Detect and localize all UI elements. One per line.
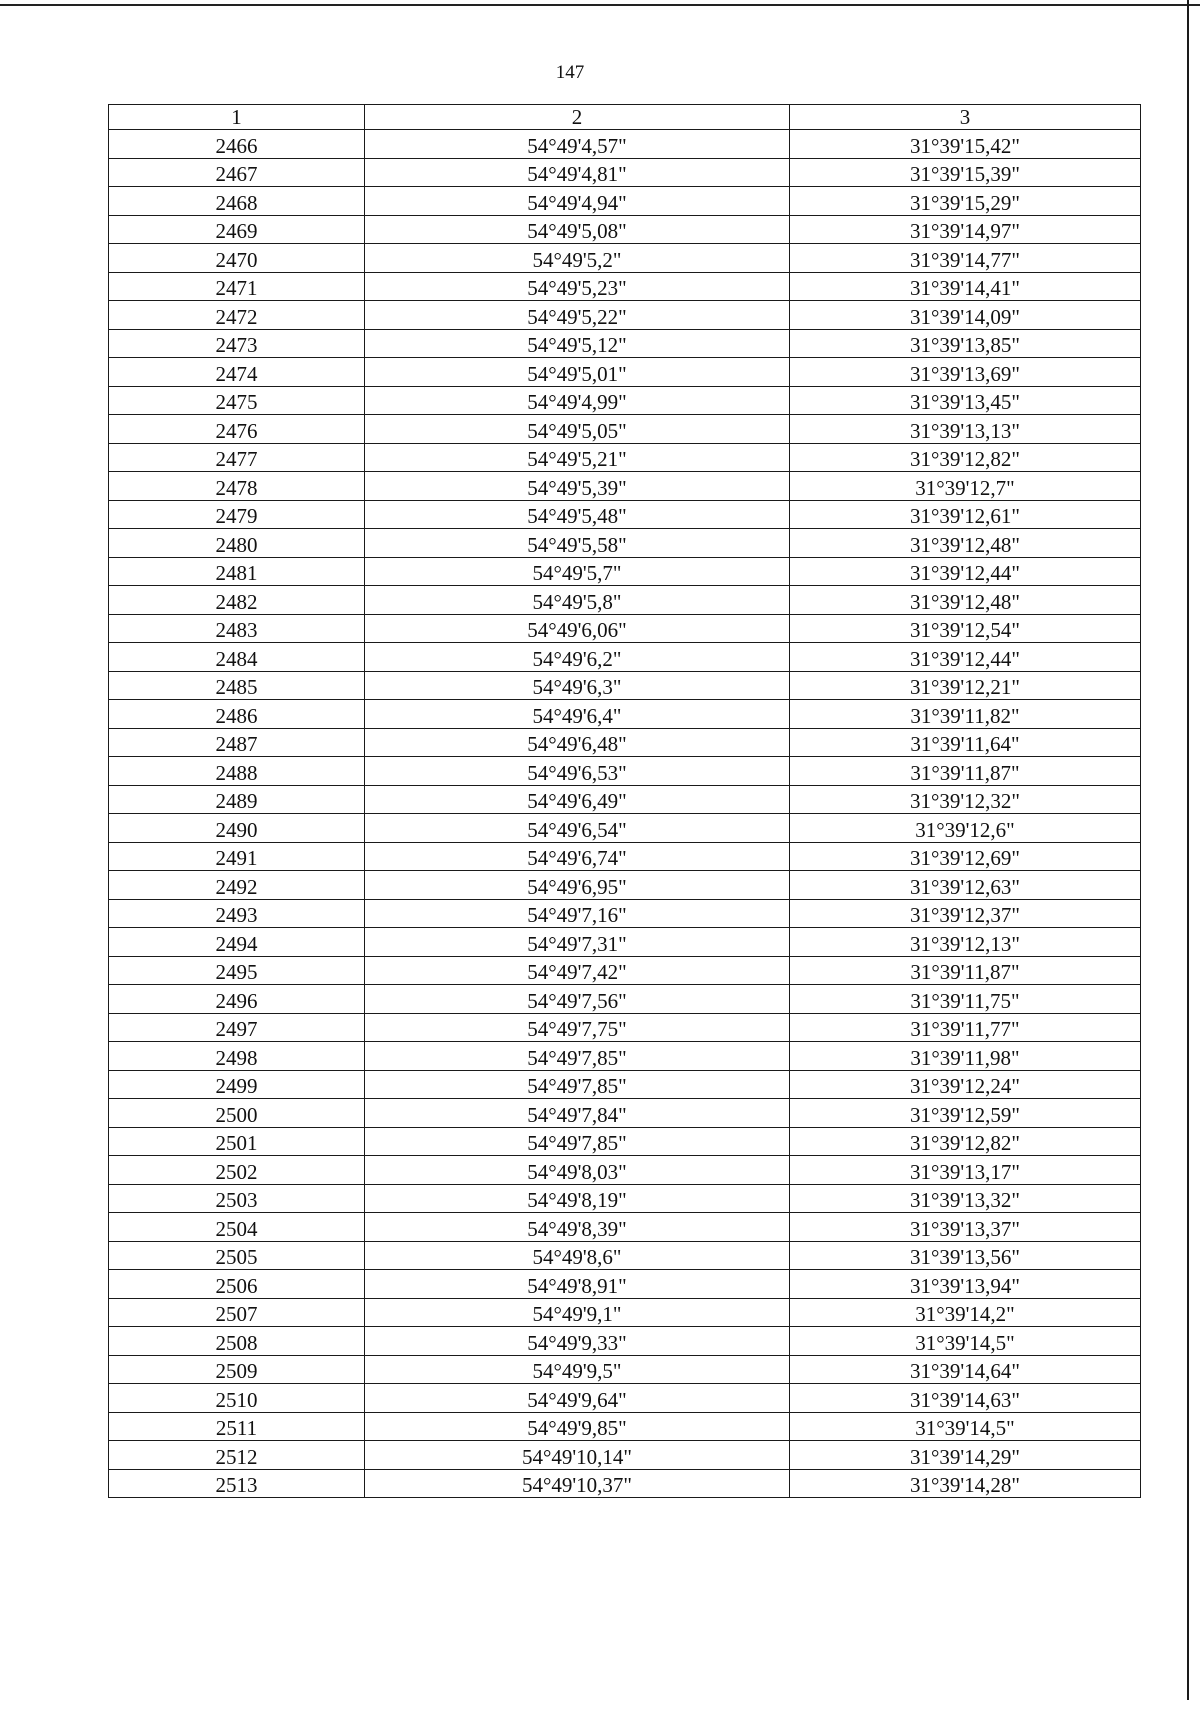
table-row xyxy=(109,785,1141,814)
table-row xyxy=(109,130,1141,159)
point-number-cell: 2497 xyxy=(109,1013,365,1042)
latitude-cell: 54°49'9,5" xyxy=(365,1355,790,1384)
latitude-cell: 54°49'5,21" xyxy=(365,443,790,472)
point-number-cell: 2490 xyxy=(109,814,365,843)
column-header-latitude: 2 xyxy=(365,105,790,130)
latitude-cell: 54°49'4,57" xyxy=(365,130,790,159)
point-number-cell: 2509 xyxy=(109,1355,365,1384)
point-number-cell: 2485 xyxy=(109,671,365,700)
table-row xyxy=(109,1070,1141,1099)
latitude-cell: 54°49'6,2" xyxy=(365,643,790,672)
point-number-cell: 2504 xyxy=(109,1213,365,1242)
scan-right-border xyxy=(1187,0,1189,1700)
longitude-cell: 31°39'12,48" xyxy=(790,529,1141,558)
point-number-cell: 2492 xyxy=(109,871,365,900)
point-number-cell: 2468 xyxy=(109,187,365,216)
point-number-cell: 2500 xyxy=(109,1099,365,1128)
table-row xyxy=(109,1099,1141,1128)
table-row xyxy=(109,529,1141,558)
latitude-cell: 54°49'8,6" xyxy=(365,1241,790,1270)
point-number-cell: 2494 xyxy=(109,928,365,957)
point-number-cell: 2488 xyxy=(109,757,365,786)
longitude-cell: 31°39'13,45" xyxy=(790,386,1141,415)
latitude-cell: 54°49'6,49" xyxy=(365,785,790,814)
longitude-cell: 31°39'11,82" xyxy=(790,700,1141,729)
point-number-cell: 2470 xyxy=(109,244,365,273)
point-number-cell: 2475 xyxy=(109,386,365,415)
latitude-cell: 54°49'6,4" xyxy=(365,700,790,729)
table-row xyxy=(109,1042,1141,1071)
longitude-cell: 31°39'12,54" xyxy=(790,614,1141,643)
point-number-cell: 2496 xyxy=(109,985,365,1014)
point-number-cell: 2471 xyxy=(109,272,365,301)
latitude-cell: 54°49'5,39" xyxy=(365,472,790,501)
point-number-cell: 2512 xyxy=(109,1441,365,1470)
longitude-cell: 31°39'11,77" xyxy=(790,1013,1141,1042)
point-number-cell: 2480 xyxy=(109,529,365,558)
longitude-cell: 31°39'15,39" xyxy=(790,158,1141,187)
table-row xyxy=(109,472,1141,501)
point-number-cell: 2467 xyxy=(109,158,365,187)
table-header xyxy=(109,105,1141,130)
table-row xyxy=(109,643,1141,672)
table-row xyxy=(109,329,1141,358)
table-row xyxy=(109,215,1141,244)
table-row xyxy=(109,557,1141,586)
longitude-cell: 31°39'12,44" xyxy=(790,643,1141,672)
latitude-cell: 54°49'10,37" xyxy=(365,1469,790,1498)
latitude-cell: 54°49'6,53" xyxy=(365,757,790,786)
longitude-cell: 31°39'13,85" xyxy=(790,329,1141,358)
page-number: 147 xyxy=(555,62,585,83)
point-number-cell: 2503 xyxy=(109,1184,365,1213)
latitude-cell: 54°49'6,06" xyxy=(365,614,790,643)
point-number-cell: 2466 xyxy=(109,130,365,159)
table-row xyxy=(109,1156,1141,1185)
point-number-cell: 2493 xyxy=(109,899,365,928)
longitude-cell: 31°39'11,98" xyxy=(790,1042,1141,1071)
latitude-cell: 54°49'8,91" xyxy=(365,1270,790,1299)
table-row xyxy=(109,1298,1141,1327)
table-row xyxy=(109,1241,1141,1270)
longitude-cell: 31°39'11,75" xyxy=(790,985,1141,1014)
longitude-cell: 31°39'13,94" xyxy=(790,1270,1141,1299)
table-row xyxy=(109,814,1141,843)
table-row xyxy=(109,1384,1141,1413)
longitude-cell: 31°39'13,32" xyxy=(790,1184,1141,1213)
point-number-cell: 2481 xyxy=(109,557,365,586)
latitude-cell: 54°49'8,39" xyxy=(365,1213,790,1242)
table-row xyxy=(109,728,1141,757)
point-number-cell: 2487 xyxy=(109,728,365,757)
table-row xyxy=(109,899,1141,928)
longitude-cell: 31°39'13,37" xyxy=(790,1213,1141,1242)
point-number-cell: 2486 xyxy=(109,700,365,729)
longitude-cell: 31°39'13,13" xyxy=(790,415,1141,444)
longitude-cell: 31°39'12,48" xyxy=(790,586,1141,615)
table-row xyxy=(109,244,1141,273)
longitude-cell: 31°39'14,2" xyxy=(790,1298,1141,1327)
latitude-cell: 54°49'10,14" xyxy=(365,1441,790,1470)
table-row xyxy=(109,1184,1141,1213)
table-body xyxy=(109,130,1141,1498)
longitude-cell: 31°39'12,63" xyxy=(790,871,1141,900)
latitude-cell: 54°49'7,84" xyxy=(365,1099,790,1128)
table-row xyxy=(109,301,1141,330)
table-row xyxy=(109,386,1141,415)
longitude-cell: 31°39'13,17" xyxy=(790,1156,1141,1185)
latitude-cell: 54°49'7,16" xyxy=(365,899,790,928)
latitude-cell: 54°49'9,33" xyxy=(365,1327,790,1356)
table-row xyxy=(109,358,1141,387)
longitude-cell: 31°39'14,77" xyxy=(790,244,1141,273)
longitude-cell: 31°39'12,44" xyxy=(790,557,1141,586)
table-row xyxy=(109,1469,1141,1498)
longitude-cell: 31°39'12,13" xyxy=(790,928,1141,957)
point-number-cell: 2505 xyxy=(109,1241,365,1270)
latitude-cell: 54°49'4,94" xyxy=(365,187,790,216)
latitude-cell: 54°49'5,22" xyxy=(365,301,790,330)
longitude-cell: 31°39'14,29" xyxy=(790,1441,1141,1470)
table-row xyxy=(109,1412,1141,1441)
point-number-cell: 2508 xyxy=(109,1327,365,1356)
table-row xyxy=(109,700,1141,729)
latitude-cell: 54°49'5,05" xyxy=(365,415,790,444)
longitude-cell: 31°39'12,59" xyxy=(790,1099,1141,1128)
table-row xyxy=(109,985,1141,1014)
longitude-cell: 31°39'14,5" xyxy=(790,1327,1141,1356)
table-row xyxy=(109,671,1141,700)
latitude-cell: 54°49'6,3" xyxy=(365,671,790,700)
latitude-cell: 54°49'6,54" xyxy=(365,814,790,843)
latitude-cell: 54°49'9,85" xyxy=(365,1412,790,1441)
table-row xyxy=(109,1270,1141,1299)
latitude-cell: 54°49'4,81" xyxy=(365,158,790,187)
point-number-cell: 2474 xyxy=(109,358,365,387)
header-row xyxy=(109,105,1141,130)
longitude-cell: 31°39'14,97" xyxy=(790,215,1141,244)
longitude-cell: 31°39'14,5" xyxy=(790,1412,1141,1441)
table-row xyxy=(109,187,1141,216)
latitude-cell: 54°49'5,58" xyxy=(365,529,790,558)
table-row xyxy=(109,757,1141,786)
latitude-cell: 54°49'9,64" xyxy=(365,1384,790,1413)
latitude-cell: 54°49'6,95" xyxy=(365,871,790,900)
point-number-cell: 2478 xyxy=(109,472,365,501)
longitude-cell: 31°39'12,37" xyxy=(790,899,1141,928)
scan-top-border xyxy=(0,4,1200,6)
latitude-cell: 54°49'5,48" xyxy=(365,500,790,529)
latitude-cell: 54°49'6,74" xyxy=(365,842,790,871)
point-number-cell: 2506 xyxy=(109,1270,365,1299)
latitude-cell: 54°49'9,1" xyxy=(365,1298,790,1327)
point-number-cell: 2501 xyxy=(109,1127,365,1156)
latitude-cell: 54°49'7,85" xyxy=(365,1042,790,1071)
longitude-cell: 31°39'14,09" xyxy=(790,301,1141,330)
point-number-cell: 2511 xyxy=(109,1412,365,1441)
latitude-cell: 54°49'6,48" xyxy=(365,728,790,757)
longitude-cell: 31°39'12,24" xyxy=(790,1070,1141,1099)
table-row xyxy=(109,1213,1141,1242)
point-number-cell: 2482 xyxy=(109,586,365,615)
point-number-cell: 2483 xyxy=(109,614,365,643)
point-number-cell: 2469 xyxy=(109,215,365,244)
longitude-cell: 31°39'14,28" xyxy=(790,1469,1141,1498)
table-row xyxy=(109,1327,1141,1356)
longitude-cell: 31°39'12,21" xyxy=(790,671,1141,700)
point-number-cell: 2484 xyxy=(109,643,365,672)
point-number-cell: 2479 xyxy=(109,500,365,529)
table-row xyxy=(109,1013,1141,1042)
latitude-cell: 54°49'5,23" xyxy=(365,272,790,301)
latitude-cell: 54°49'7,85" xyxy=(365,1070,790,1099)
point-number-cell: 2513 xyxy=(109,1469,365,1498)
table-row xyxy=(109,842,1141,871)
longitude-cell: 31°39'13,56" xyxy=(790,1241,1141,1270)
longitude-cell: 31°39'14,41" xyxy=(790,272,1141,301)
table-row xyxy=(109,871,1141,900)
latitude-cell: 54°49'4,99" xyxy=(365,386,790,415)
point-number-cell: 2499 xyxy=(109,1070,365,1099)
latitude-cell: 54°49'7,56" xyxy=(365,985,790,1014)
point-number-cell: 2498 xyxy=(109,1042,365,1071)
latitude-cell: 54°49'5,8" xyxy=(365,586,790,615)
point-number-cell: 2510 xyxy=(109,1384,365,1413)
table-row xyxy=(109,415,1141,444)
latitude-cell: 54°49'7,42" xyxy=(365,956,790,985)
table-row xyxy=(109,500,1141,529)
latitude-cell: 54°49'8,19" xyxy=(365,1184,790,1213)
table-row xyxy=(109,1441,1141,1470)
table-row xyxy=(109,586,1141,615)
column-header-point-number: 1 xyxy=(109,105,365,130)
latitude-cell: 54°49'7,75" xyxy=(365,1013,790,1042)
longitude-cell: 31°39'11,87" xyxy=(790,757,1141,786)
point-number-cell: 2472 xyxy=(109,301,365,330)
point-number-cell: 2491 xyxy=(109,842,365,871)
longitude-cell: 31°39'15,29" xyxy=(790,187,1141,216)
point-number-cell: 2507 xyxy=(109,1298,365,1327)
table-row xyxy=(109,956,1141,985)
longitude-cell: 31°39'12,61" xyxy=(790,500,1141,529)
longitude-cell: 31°39'12,82" xyxy=(790,443,1141,472)
table-row xyxy=(109,272,1141,301)
latitude-cell: 54°49'7,31" xyxy=(365,928,790,957)
table-row xyxy=(109,158,1141,187)
longitude-cell: 31°39'12,69" xyxy=(790,842,1141,871)
table-row xyxy=(109,443,1141,472)
point-number-cell: 2502 xyxy=(109,1156,365,1185)
latitude-cell: 54°49'5,7" xyxy=(365,557,790,586)
table-row xyxy=(109,1127,1141,1156)
point-number-cell: 2489 xyxy=(109,785,365,814)
latitude-cell: 54°49'5,2" xyxy=(365,244,790,273)
latitude-cell: 54°49'7,85" xyxy=(365,1127,790,1156)
table-row xyxy=(109,614,1141,643)
longitude-cell: 31°39'11,87" xyxy=(790,956,1141,985)
column-header-longitude: 3 xyxy=(790,105,1141,130)
longitude-cell: 31°39'12,7" xyxy=(790,472,1141,501)
point-number-cell: 2476 xyxy=(109,415,365,444)
longitude-cell: 31°39'15,42" xyxy=(790,130,1141,159)
latitude-cell: 54°49'5,01" xyxy=(365,358,790,387)
table-row xyxy=(109,1355,1141,1384)
longitude-cell: 31°39'12,6" xyxy=(790,814,1141,843)
latitude-cell: 54°49'5,08" xyxy=(365,215,790,244)
latitude-cell: 54°49'8,03" xyxy=(365,1156,790,1185)
table-row xyxy=(109,928,1141,957)
longitude-cell: 31°39'14,63" xyxy=(790,1384,1141,1413)
longitude-cell: 31°39'12,82" xyxy=(790,1127,1141,1156)
longitude-cell: 31°39'14,64" xyxy=(790,1355,1141,1384)
coordinates-table xyxy=(108,104,1141,1498)
point-number-cell: 2495 xyxy=(109,956,365,985)
latitude-cell: 54°49'5,12" xyxy=(365,329,790,358)
point-number-cell: 2473 xyxy=(109,329,365,358)
longitude-cell: 31°39'11,64" xyxy=(790,728,1141,757)
longitude-cell: 31°39'13,69" xyxy=(790,358,1141,387)
point-number-cell: 2477 xyxy=(109,443,365,472)
longitude-cell: 31°39'12,32" xyxy=(790,785,1141,814)
